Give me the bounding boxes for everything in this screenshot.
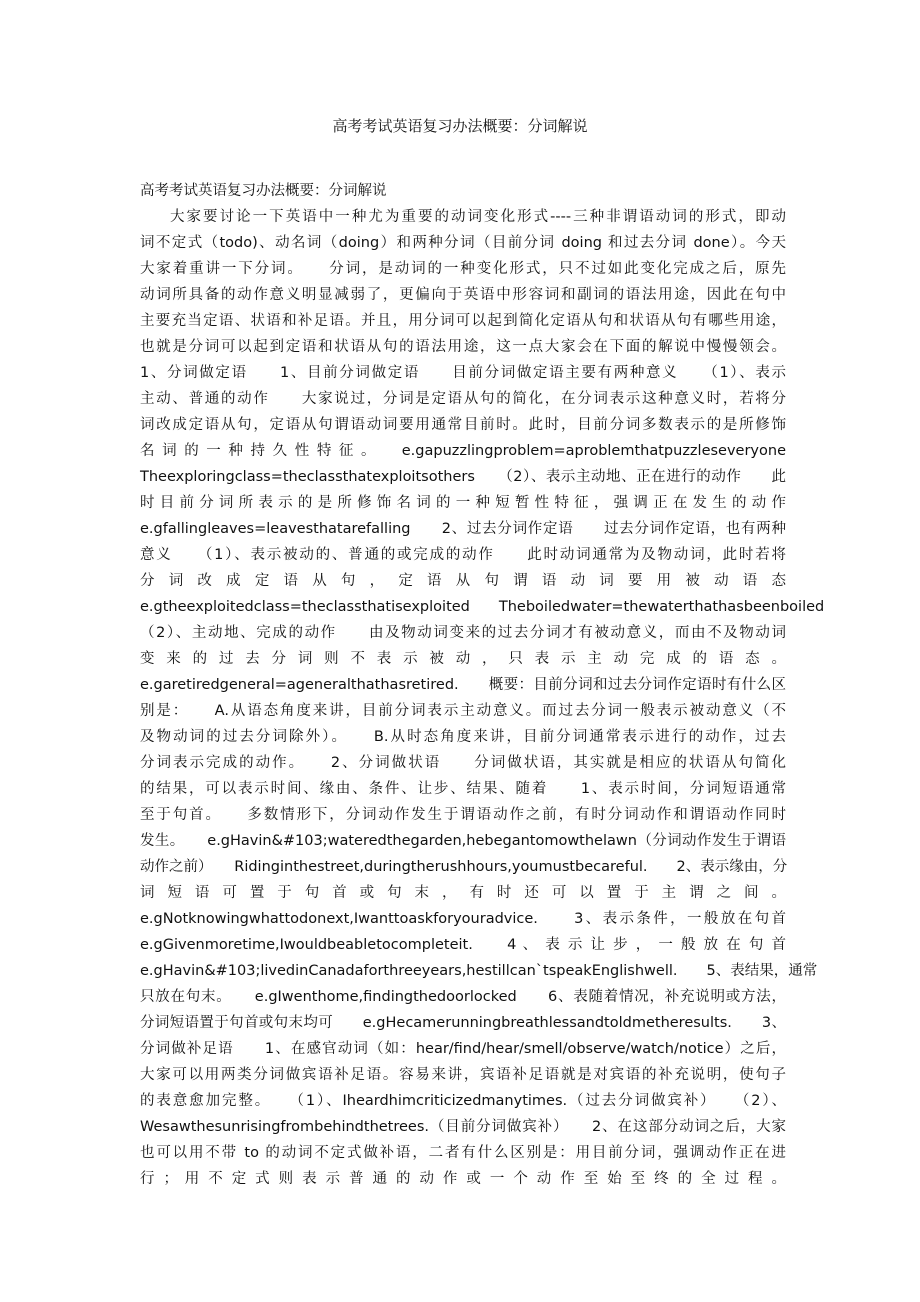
text-line: 的结果，可以表示时间、缘由、条件、让步、结果、随着 1、表示时间，分词短语通常 xyxy=(140,781,786,797)
text-line: 分词做补足语 1、在感官动词（如：hear/find/hear/smell/observe/watch/notice）之后， xyxy=(140,1041,786,1057)
text-line: 意义 （1）、表示被动的、普通的或完成的动作 此时动词通常为及物动词，此时若将 xyxy=(140,547,786,563)
text-line: 分词表示完成的动作。 2、分词做状语 分词做状语，其实就是相应的状语从句简化 xyxy=(140,755,786,771)
text-line: 1、分词做定语 1、目前分词做定语 目前分词做定语主要有两种意义 （1）、表示 xyxy=(140,365,786,381)
text-line: 词改成定语从句，定语从句谓语动词要用通常目前时。此时，目前分词多数表示的是所修饰 xyxy=(140,417,786,433)
text-line: Theexploringclass=theclassthatexploitsothers （2）、表示主动地、正在进行的动作 此 xyxy=(140,469,786,485)
text-line: 及物动词的过去分词除外）。 B.从时态角度来讲，目前分词通常表示进行的动作，过去 xyxy=(140,729,786,745)
document-body xyxy=(140,178,825,1192)
document-title: 高考考试英语复习办法概要：分词解说 xyxy=(332,117,588,135)
text-line: 动作之前） Ridinginthestreet,duringtherushhours,youmustbecareful. 2、表示缘由，分 xyxy=(140,859,788,875)
section-heading: 高考考试英语复习办法概要：分词解说 xyxy=(140,183,387,199)
text-line: 分 词 改 成 定 语 从 句 ， 定 语 从 句 谓 语 动 词 要 用 被 动 语 态 xyxy=(140,573,786,589)
text-line: e.gGivenmoretime,Iwouldbeabletocompleteit. 4 、 表 示 让 步 ， 一 般 放 在 句 首 xyxy=(140,937,786,953)
text-line: e.garetiredgeneral=ageneralthathasretired. 概要：目前分词和过去分词作定语时有什么区 xyxy=(140,677,786,693)
text-line: 大家可以用两类分词做宾语补足语。容易来讲，宾语补足语就是对宾语的补充说明，使句子 xyxy=(140,1067,786,1083)
text-line: 别是： A.从语态角度来讲，目前分词表示主动意义。而过去分词一般表示被动意义（不 xyxy=(140,703,786,719)
text-line: 词 短 语 可 置 于 句 首 或 句 末 ， 有 时 还 可 以 置 于 主 谓 之 间 。 xyxy=(140,885,786,901)
text-line: （2）、主动地、完成的动作 由及物动词变来的过去分词才有被动意义，而由不及物动词 xyxy=(140,625,786,641)
text-line: 名 词 的 一 种 持 久 性 特 征 。 e.gapuzzlingproblem=aproblemthatpuzzleseveryone xyxy=(140,443,786,459)
text-line: Wesawthesunrisingfrombehindthetrees.（目前分词做宾补） 2、在这部分动词之后，大家 xyxy=(140,1119,786,1135)
text-line: 动词所具备的动作意义明显减弱了，更偏向于英语中形容词和副词的语法用途，因此在句中 xyxy=(140,287,786,303)
text-line: e.gfallingleaves=leavesthatarefalling 2、过去分词作定语 过去分词作定语，也有两种 xyxy=(140,521,786,537)
text-line: 的表意愈加完整。 （1）、Iheardhimcriticizedmanytimes.（过去分词做宾补） （2）、 xyxy=(140,1093,786,1109)
text-line: e.gtheexploitedclass=theclassthatisexploited Theboiledwater=thewaterthathasbeenboiled xyxy=(140,599,825,615)
text-line: 大家着重讲一下分词。 分词，是动词的一种变化形式，只不过如此变化完成之后，原先 xyxy=(140,261,786,277)
text-line: e.gHavin&#103;livedinCanadaforthreeyears,hestillcan`tspeakEnglishwell. 5、表结果，通常 xyxy=(140,963,818,979)
text-line: 主动、普通的动作 大家说过，分词是定语从句的简化，在分词表示这种意义时，若将分 xyxy=(140,391,786,407)
text-line: 主要充当定语、状语和补足语。并且，用分词可以起到简化定语从句和状语从句有哪些用途， xyxy=(140,313,786,329)
text-line: 大家要讨论一下英语中一种尤为重要的动词变化形式----三种非谓语动词的形式，即动 xyxy=(170,209,786,225)
text-line: 时 目 前 分 词 所 表 示 的 是 所 修 饰 名 词 的 一 种 短 暂 性 特 征 ， 强 调 正 在 发 生 的 动 作 xyxy=(140,495,786,511)
text-line: e.gNotknowingwhattodonext,Iwanttoaskforyouradvice. 3、表示条件，一般放在句首 xyxy=(140,911,786,927)
text-line: 也可以用不带 to 的动词不定式做补语，二者有什么区别是：用目前分词，强调动作正在进 xyxy=(140,1145,786,1161)
text-line: 词不定式（todo)、动名词（doing）和两种分词（目前分词 doing 和过去分词 done）。今天 xyxy=(140,235,786,251)
text-line: 行 ； 用 不 定 式 则 表 示 普 通 的 动 作 或 一 个 动 作 至 始 至 终 的 全 过 程 。 xyxy=(140,1171,786,1187)
text-line: 变 来 的 过 去 分 词 则 不 表 示 被 动 ， 只 表 示 主 动 完 成 的 语 态 。 xyxy=(140,651,786,667)
text-line: 至于句首。 多数情形下，分词动作发生于谓语动作之前，有时分词动作和谓语动作同时 xyxy=(140,807,786,823)
text-line: 分词短语置于句首或句末均可 e.gHecamerunningbreathlessandtoldmetheresults. 3、 xyxy=(140,1015,786,1031)
text-line: 发生。 e.gHavin&#103;wateredthegarden,hebegantomowthelawn（分词动作发生于谓语 xyxy=(140,833,786,849)
text-line: 只放在句末。 e.gIwenthome,findingthedoorlocked 6、表随着情况，补充说明或方法， xyxy=(140,989,786,1005)
text-line: 也就是分词可以起到定语和状语从句的语法用途，这一点大家会在下面的解说中慢慢领会。 xyxy=(140,339,786,355)
